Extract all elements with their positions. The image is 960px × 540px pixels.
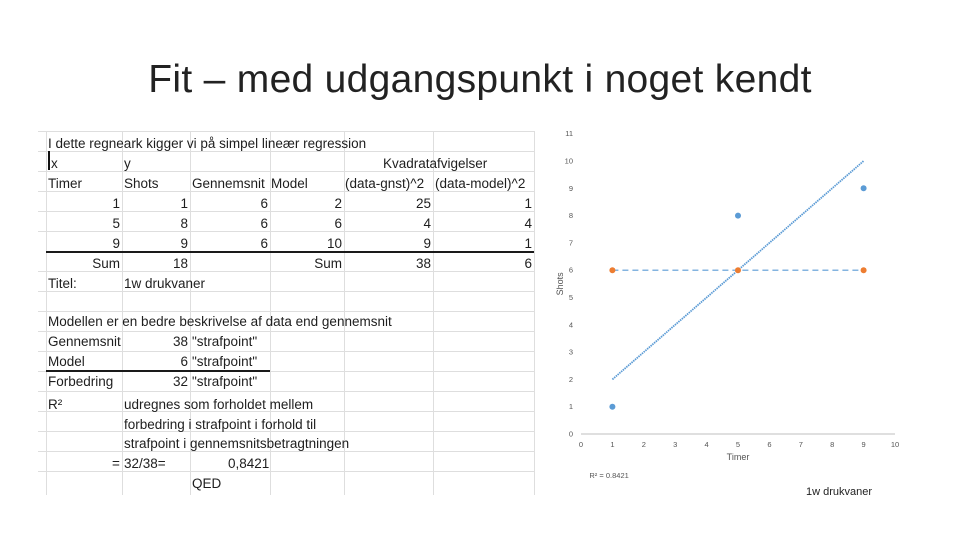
table-cell[interactable]: 6	[260, 196, 268, 211]
table-cell[interactable]: 2	[334, 196, 342, 211]
forbedring-label[interactable]: Forbedring	[48, 374, 114, 389]
forbedring-unit[interactable]: "strafpoint"	[192, 374, 258, 389]
data-point-series-2	[609, 267, 615, 273]
sum-label[interactable]: Sum	[92, 256, 120, 271]
data-point-series-1	[609, 404, 615, 410]
slide-caption: 1w drukvaner	[806, 486, 873, 498]
y-tick-label: 2	[568, 374, 573, 384]
x-tick-label: 8	[830, 440, 835, 449]
titel-value[interactable]: 1w drukvaner	[124, 276, 206, 291]
table-cell[interactable]: 6	[334, 216, 342, 231]
gennemsnit-label[interactable]: Gennemsnit	[48, 334, 121, 349]
formula-prefix[interactable]: =	[112, 456, 120, 471]
forbedring-value[interactable]: 32	[172, 374, 188, 389]
table-cell[interactable]: 1	[524, 196, 532, 211]
r2-line-2[interactable]: forbedring i strafpoint i forhold til	[124, 417, 317, 432]
spreadsheet	[38, 131, 534, 495]
qed[interactable]: QED	[192, 476, 222, 491]
data-point-series-1	[861, 185, 867, 191]
col-header-gennemsnit[interactable]: Gennemsnit	[192, 176, 265, 191]
r2-line-1[interactable]: udregnes som forholdet mellem	[124, 397, 314, 412]
col-header-data-gnst[interactable]: (data-gnst)^2	[345, 176, 425, 191]
x-tick-label: 7	[798, 440, 803, 449]
table-cell[interactable]: 6	[260, 236, 268, 251]
header-kvadrat[interactable]: Kvadratafvigelser	[383, 156, 488, 171]
x-tick-label: 4	[704, 440, 709, 449]
y-tick-label: 10	[564, 156, 573, 166]
titel-label[interactable]: Titel:	[48, 276, 77, 291]
cell-cursor	[48, 151, 50, 170]
table-cell[interactable]: 1	[112, 196, 120, 211]
x-tick-label: 10	[890, 440, 900, 449]
col-header-shots[interactable]: Shots	[124, 176, 159, 191]
x-axis-title: Timer	[726, 452, 750, 462]
y-tick-label: 8	[568, 211, 573, 221]
y-tick-label: 7	[568, 238, 573, 248]
table-cell[interactable]: 10	[326, 236, 342, 251]
x-tick-label: 9	[861, 440, 866, 449]
model-unit[interactable]: "strafpoint"	[192, 354, 258, 369]
table-cell[interactable]: 4	[423, 216, 431, 231]
data-point-series-2	[735, 267, 741, 273]
chart-canvas	[540, 122, 920, 482]
y-tick-label: 3	[568, 347, 573, 357]
slide-title: Fit – med udgangspunkt i noget kendt	[148, 58, 812, 101]
x-tick-label: 1	[610, 440, 615, 449]
x-tick-label: 2	[641, 440, 646, 449]
model-label[interactable]: Model	[48, 354, 85, 369]
formula-result[interactable]: 0,8421	[228, 456, 270, 471]
col-header-timer[interactable]: Timer	[48, 176, 82, 191]
table-cell[interactable]: 9	[180, 236, 188, 251]
y-tick-label: 9	[568, 183, 573, 193]
sheet-heading[interactable]: I dette regneark kigger vi på simpel lineær regression	[48, 136, 367, 151]
r2-line-3[interactable]: strafpoint i gennemsnitsbetragtningen	[124, 436, 350, 451]
model-note[interactable]: Modellen er en bedre beskrivelse af data end gennemsnit	[48, 314, 392, 329]
table-cell[interactable]: 1	[180, 196, 188, 211]
header-y[interactable]: y	[124, 156, 131, 171]
sum-divider	[46, 251, 534, 253]
table-cell[interactable]: 4	[524, 216, 532, 231]
y-tick-label: 11	[565, 129, 573, 139]
x-tick-label: 3	[673, 440, 678, 449]
y-tick-label: 1	[568, 402, 573, 412]
y-tick-label: 6	[568, 265, 573, 275]
formula[interactable]: 32/38=	[124, 456, 166, 471]
r2-label[interactable]: R²	[48, 397, 63, 412]
table-cell[interactable]: 8	[180, 216, 188, 231]
y-axis-title: Shots	[555, 272, 565, 296]
model-value[interactable]: 6	[180, 354, 188, 369]
header-x[interactable]: x	[51, 156, 58, 171]
data-point-series-2	[861, 267, 867, 273]
gennemsnit-value[interactable]: 38	[172, 334, 188, 349]
col-header-data-model[interactable]: (data-model)^2	[435, 176, 526, 191]
col-header-model[interactable]: Model	[271, 176, 308, 191]
table-cell[interactable]: 1	[524, 236, 532, 251]
y-tick-label: 4	[568, 320, 573, 330]
x-tick-label: 6	[767, 440, 772, 449]
y-tick-label: 0	[568, 429, 573, 439]
x-tick-label: 0	[578, 440, 584, 449]
scatter-chart	[540, 122, 920, 482]
table-cell[interactable]: 5	[112, 216, 120, 231]
data-point-series-1	[735, 213, 741, 219]
y-tick-label: 5	[568, 293, 573, 302]
sum-label-2[interactable]: Sum	[314, 256, 342, 271]
sum-data-model[interactable]: 6	[524, 256, 532, 271]
sum-data-gnst[interactable]: 38	[415, 256, 431, 271]
table-cell[interactable]: 9	[423, 236, 431, 251]
sum-shots[interactable]: 18	[172, 256, 188, 271]
r2-annotation: R² = 0.8421	[589, 471, 629, 480]
gennemsnit-unit[interactable]: "strafpoint"	[192, 334, 258, 349]
table-cell[interactable]: 6	[260, 216, 268, 231]
table-cell[interactable]: 9	[112, 236, 120, 251]
table-cell[interactable]: 25	[415, 196, 431, 211]
x-tick-label: 5	[735, 440, 741, 449]
